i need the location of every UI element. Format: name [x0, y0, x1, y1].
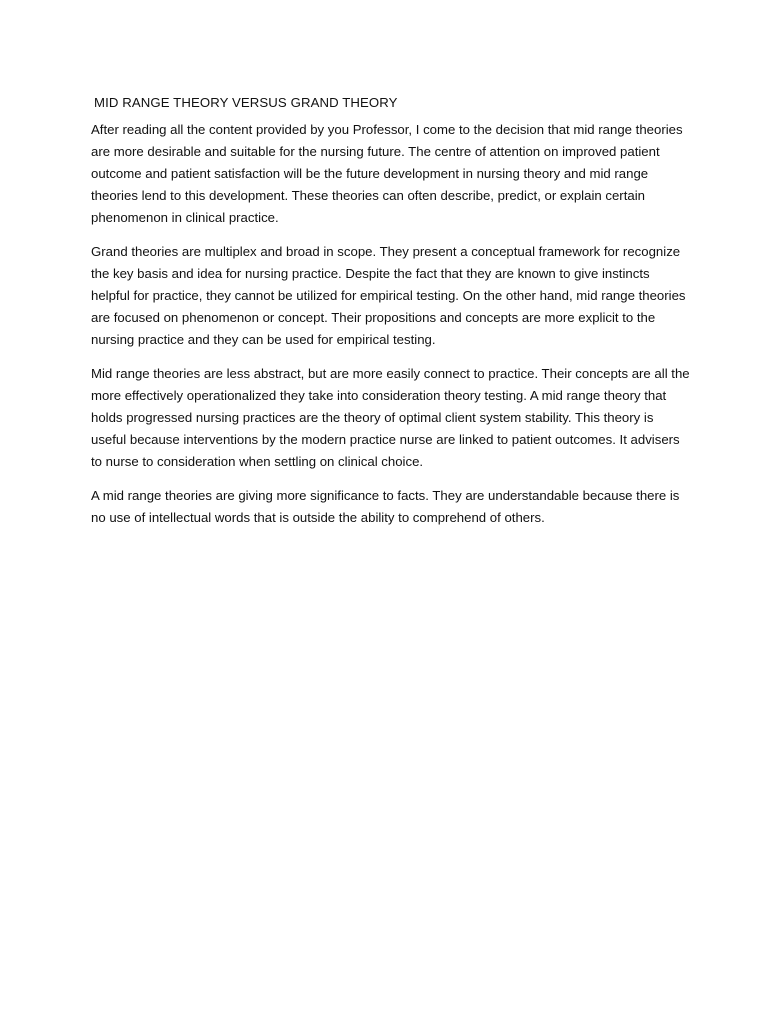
paragraph: Grand theories are multiplex and broad in scope. They present a conceptual framework for recognize the key basis and idea for nursing practice. Despite the fact that they are known to give instincts helpful for practice, they cannot be utilized for empirical testing. On the other hand, mid range theories are focused on phenomenon or concept. Their propositions and concepts are more explicit to the nursing practice and they can be used for empirical testing. — [91, 244, 686, 347]
document-body — [91, 94, 691, 541]
paragraph: Mid range theories are less abstract, but are more easily connect to practice. Their concepts are all the more effectively operationalized they take into consideration theory testing. A mid range theory that holds progressed nursing practices are the theory of optimal client system stability. This theory is useful because interventions by the modern practice nurse are linked to patient outcomes. It advisers to nurse to consideration when settling on clinical choice. — [91, 366, 690, 469]
document-title: MID RANGE THEORY VERSUS GRAND THEORY — [94, 95, 398, 110]
paragraph: A mid range theories are giving more significance to facts. They are understandable because there is no use of intellectual words that is outside the ability to comprehend of others. — [91, 488, 680, 525]
paragraph: After reading all the content provided by you Professor, I come to the decision that mid range theories are more desirable and suitable for the nursing future. The centre of attention on improved patient outcome and patient satisfaction will be the future development in nursing theory and mid range theories lend to this development. These theories can often describe, predict, or explain certain phenomenon in clinical practice. — [91, 122, 683, 225]
